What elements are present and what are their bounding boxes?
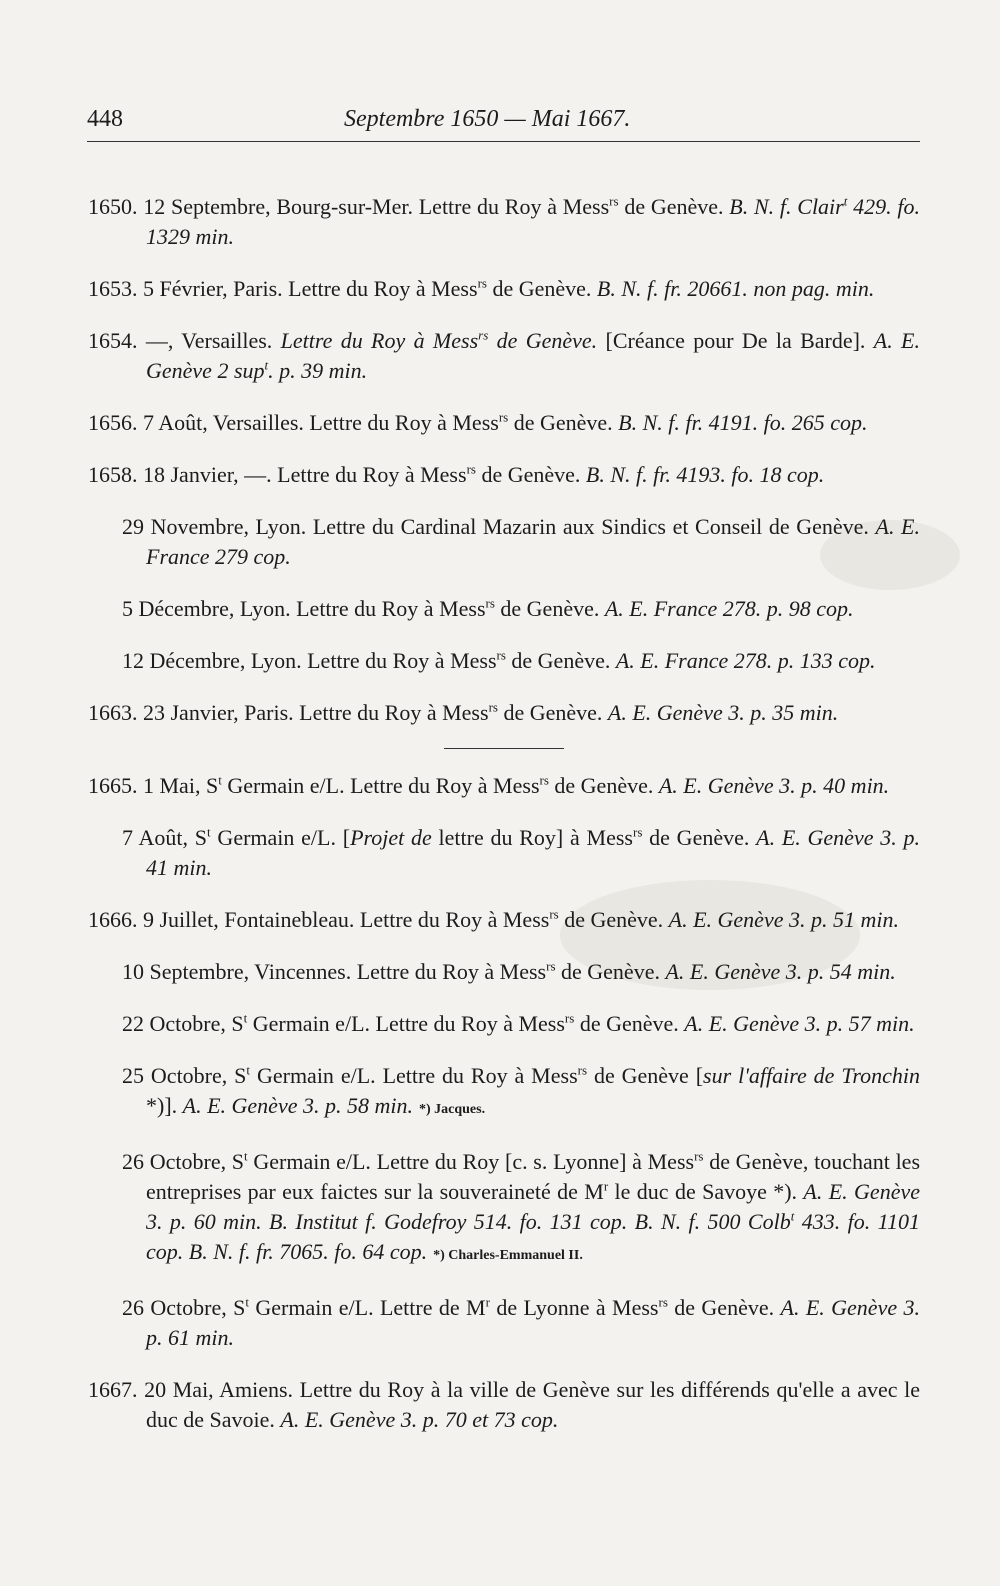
footnote: *) Charles-Emmanuel II. [433, 1248, 583, 1263]
archive-reference: B. N. f. fr. 20661. non pag. min. [596, 276, 875, 301]
archive-reference: A. E. Genève 3. p. 35 min. [607, 700, 839, 725]
entry-list [88, 170, 920, 1439]
archive-reference: B. N. f. Clair$^t$ 429. fo. 1329 min. [146, 193, 920, 249]
archive-reference: A. E. Genève 3. p. 61 min. [146, 1295, 920, 1350]
archive-reference: A. E. Genève 3. p. 41 min. [146, 825, 920, 880]
entry: 22 Octobre, $S^t$ Germain e/L. Lettre du Roy à Mess$^{rs}$ de Genève. A. E. Genève 3. p. 57 min. [122, 1010, 915, 1036]
entry: 29 Novembre, Lyon. Lettre du Cardinal Mazarin aux Sindics et Conseil de Genève. A. E. France 279 cop. [122, 514, 920, 569]
entry: 12 Décembre, Lyon. Lettre du Roy à Mess$^{rs}$ de Genève. A. E. France 278. p. 133 cop. [122, 647, 876, 673]
entry: 1658. 18 Janvier, —. Lettre du Roy à Mess$^{rs}$ de Genève. B. N. f. fr. 4193. fo. 18 cop. [88, 461, 825, 487]
archive-reference: A. E. Genève 3. p. 40 min. [658, 773, 890, 798]
page-header [87, 106, 920, 140]
entry: 1666. 9 Juillet, Fontainebleau. Lettre du Roy à Mess$^{rs}$ de Genève. A. E. Genève 3. p. 51 min. [88, 906, 899, 932]
entry: 1663. 23 Janvier, Paris. Lettre du Roy à Mess$^{rs}$ de Genève. A. E. Genève 3. p. 35 min. [88, 699, 839, 725]
archive-reference: A. E. Genève 3. p. 70 et 73 cop. [280, 1407, 559, 1432]
entry: 1656. 7 Août, Versailles. Lettre du Roy à Mess$^{rs}$ de Genève. B. N. f. fr. 4191. fo. 265 cop. [88, 409, 868, 435]
page-number: 448 [87, 106, 123, 132]
entry: 10 Septembre, Vincennes. Lettre du Roy à Mess$^{rs}$ de Genève. A. E. Genève 3. p. 54 min. [122, 958, 896, 984]
running-title: Septembre 1650 — Mai 1667. [344, 106, 631, 132]
entry: 25 Octobre, $S^t$ Germain e/L. Lettre du Roy à Mess$^{rs}$ de Genève [sur l'affaire de Tronchin *)]. A. E. Genève 3. p. 58 min. *) Jacques. [122, 1062, 920, 1118]
entry: 26 Octobre, $S^t$ Germain e/L. Lettre de $M^r$ de Lyonne à Mess$^{rs}$ de Genève. A. E. Genève 3. p. 61 min. [122, 1294, 920, 1350]
archive-reference: A. E. Genève 3. p. 58 min. [182, 1093, 413, 1118]
entry: 1667. 20 Mai, Amiens. Lettre du Roy à la ville de Genève sur les différends qu'elle a avec le duc de Savoie. A. E. Genève 3. p. 70 et 73 cop. [88, 1377, 920, 1432]
entry: 1653. 5 Février, Paris. Lettre du Roy à Mess$^{rs}$ de Genève. B. N. f. fr. 20661. non pag. min. [88, 275, 875, 301]
archive-reference: A. E. Genève 3. p. 51 min. [668, 907, 899, 932]
archive-reference: A. E. Genève 2 sup$^t$. p. 39 min. [146, 328, 920, 383]
section-divider [444, 748, 564, 749]
archive-reference: A. E. Genève 3. p. 54 min. [665, 959, 896, 984]
archive-reference: A. E. France 278. p. 133 cop. [615, 648, 876, 673]
entry: 1665. 1 Mai, $S^t$ Germain e/L. Lettre du Roy à Mess$^{rs}$ de Genève. A. E. Genève 3. p. 40 min. [88, 772, 890, 798]
entry: 7 Août, $S^t$ Germain e/L. [Projet de lettre du Roy] à Mess$^{rs}$ de Genève. A. E. Genève 3. p. 41 min. [122, 824, 920, 880]
archive-reference: Lettre du Roy à Mess$^{rs}$ de Genève. [280, 327, 598, 353]
archive-reference: B. N. f. fr. 4191. fo. 265 cop. [618, 410, 868, 435]
archive-reference: A. E. Genève 3. p. 57 min. [684, 1011, 915, 1036]
entry: 1650. 12 Septembre, Bourg-sur-Mer. Lettre du Roy à Mess$^{rs}$ de Genève. B. N. f. Clair$^t$ 429. fo. 1329 min. [88, 193, 920, 249]
archive-reference: B. N. f. fr. 4193. fo. 18 cop. [585, 462, 825, 487]
entry: 1654. —, Versailles. Lettre du Roy à Mess$^{rs}$ de Genève. [Créance pour De la Barde]. A. E. Genève 2 sup$^t$. p. 39 min. [88, 327, 920, 383]
header-rule [87, 141, 920, 142]
archive-reference: A. E. Genève 3. p. 60 min. B. Institut f. Godefroy 514. fo. 131 cop. B. N. f. 500 Colb$^t$ 433. fo. 1101 cop. B. N. f. fr. 7065. fo. 64 cop. [146, 1179, 920, 1264]
entry: 26 Octobre, $S^t$ Germain e/L. Lettre du Roy [c. s. Lyonne] à Mess$^{rs}$ de Genève, touchant les entreprises par eux faictes sur la souveraineté de $M^r$ le duc de Savoye *). A. E. Genève 3. p. 60 min. B. Institut f. Godefroy 514. fo. 131 cop. B. N. f. 500 Colb$^t$ 433. fo. 1101 cop. B. N. f. fr. 7065. fo. 64 cop. *) Charles-Emmanuel II. [122, 1148, 921, 1264]
entry: 5 Décembre, Lyon. Lettre du Roy à Mess$^{rs}$ de Genève. A. E. France 278. p. 98 cop. [122, 595, 854, 621]
archive-reference: A. E. France 279 cop. [146, 514, 920, 569]
archive-reference: A. E. France 278. p. 98 cop. [604, 596, 854, 621]
footnote: *) Jacques. [418, 1102, 486, 1117]
